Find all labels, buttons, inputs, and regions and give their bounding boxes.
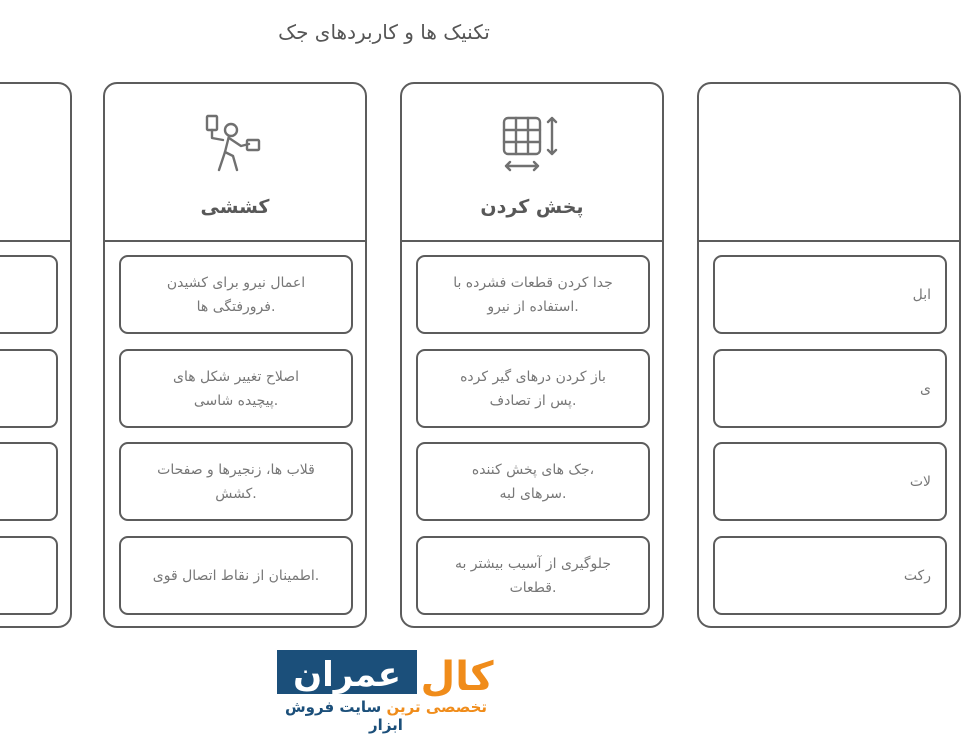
card-partial-left xyxy=(0,82,72,628)
pulling-person-icon xyxy=(203,112,267,176)
svg-text:کال: کال xyxy=(420,654,494,700)
card-item: قلاب ها، زنجیرها و صفحات .کشش xyxy=(119,442,353,521)
card-item xyxy=(0,442,58,521)
card-item: جلوگیری از آسیب بیشتر به .قطعات xyxy=(416,536,650,615)
logo-tagline-rest: سایت فروش ابزار xyxy=(284,698,403,734)
card-item: لات xyxy=(713,442,947,521)
card-item: .اطمینان از نقاط اتصال قوی xyxy=(119,536,353,615)
card-pulling xyxy=(103,82,367,628)
card-item: اعمال نیرو برای کشیدن .فرورفتگی ها xyxy=(119,255,353,334)
card-partial-right xyxy=(697,82,961,628)
card-title: کششی xyxy=(200,196,270,218)
card-header xyxy=(699,84,959,242)
card-item: ابل xyxy=(713,255,947,334)
card-header xyxy=(402,84,662,242)
page-title: تکنیک ها و کاربردهای جک xyxy=(278,20,490,44)
card-header xyxy=(0,84,70,242)
card-item: اصلاح تغییر شکل های .پیچیده شاسی xyxy=(119,349,353,428)
card-spreading xyxy=(400,82,664,628)
card-item: باز کردن درهای گیر کرده .پس از تصادف xyxy=(416,349,650,428)
card-item: ی xyxy=(713,349,947,428)
grid-expand-arrows-icon xyxy=(500,112,564,176)
card-item: ،جک های پخش کننده .سرهای لبه xyxy=(416,442,650,521)
logo-tagline xyxy=(270,698,502,734)
card-item xyxy=(0,349,58,428)
card-header xyxy=(105,84,365,242)
card-item: رکت xyxy=(713,536,947,615)
logo-tagline-accent: تخصصی ترین xyxy=(386,698,488,716)
svg-text:عمران: عمران xyxy=(293,655,401,695)
card-item xyxy=(0,255,58,334)
card-item xyxy=(0,536,58,615)
card-title: پخش کردن xyxy=(480,196,584,218)
card-item: جدا کردن قطعات فشرده با .استفاده از نیرو xyxy=(416,255,650,334)
